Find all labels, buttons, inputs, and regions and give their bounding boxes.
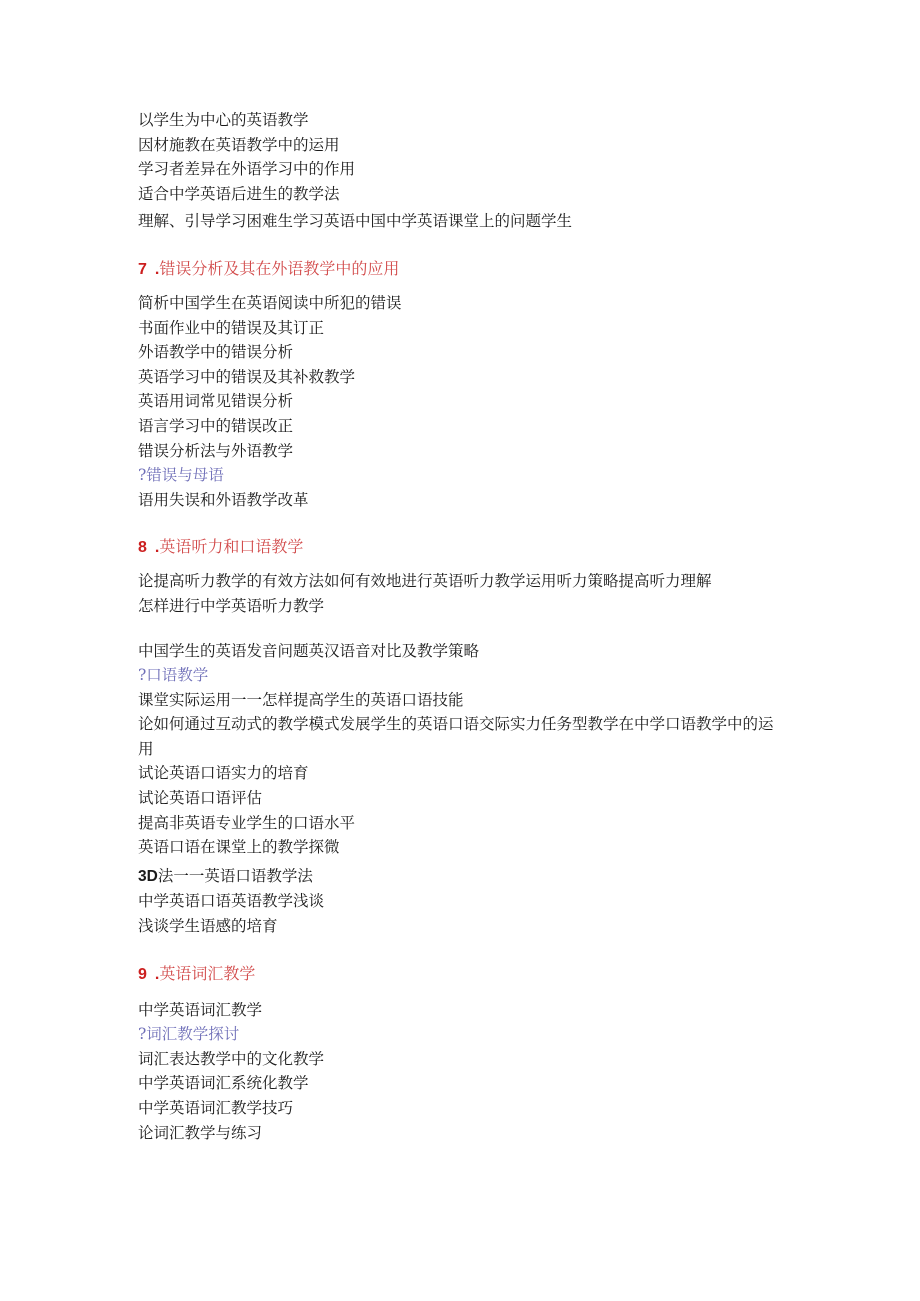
list-item: 适合中学英语后进生的教学法 — [138, 184, 340, 203]
list-item: 简析中国学生在英语阅读中所犯的错误 — [138, 293, 402, 312]
list-item: ?词汇教学探讨 — [138, 1025, 240, 1044]
section-number: 8 — [138, 539, 147, 557]
list-item: 语用失误和外语教学改革 — [138, 490, 309, 509]
list-item — [138, 864, 818, 890]
list-item: 中学英语词汇教学技巧 — [138, 1099, 294, 1117]
list-item: 语言学习中的错误改正 — [138, 416, 294, 435]
section-dot: . — [154, 965, 160, 983]
list-item: 英语用词常见错误分析 — [138, 392, 294, 411]
list-item: 书面作业中的错误及其订正 — [138, 318, 325, 337]
section-dot: . — [154, 260, 160, 278]
section-6-list — [138, 108, 818, 234]
list-item: 试论英语口语实力的培育 — [138, 764, 309, 783]
document-page — [138, 108, 818, 1145]
section-number: 7 — [138, 260, 147, 278]
list-item: 中国学生的英语发音问题英汉语音对比及教学策略 — [138, 641, 480, 660]
section-7-list — [138, 291, 818, 512]
list-item: 中学英语词汇系统化教学 — [138, 1074, 309, 1093]
list-item: 怎样进行中学英语听力教学 — [138, 596, 325, 615]
list-item: 中学英语口语英语教学浅谈 — [138, 892, 325, 911]
item-text: 法一一英语口语教学法 — [157, 866, 313, 885]
list-item: 试论英语口语评估 — [138, 789, 263, 808]
list-item: 浅谈学生语感的培育 — [138, 917, 278, 936]
list-item: 理解、引导学习困难生学习英语中国中学英语课堂上的问题学生 — [138, 212, 573, 231]
section-9-heading — [138, 961, 818, 988]
section-number: 9 — [138, 965, 147, 983]
list-item: 论如何通过互动式的教学模式发展学生的英语口语交际实力任务型教学在中学口语教学中的运用 — [138, 715, 774, 758]
section-title: 错误分析及其在外语教学中的应用 — [159, 258, 400, 278]
list-item: 学习者差异在外语学习中的作用 — [138, 160, 356, 179]
list-item: 英语口语在课堂上的教学探微 — [138, 838, 340, 857]
item-prefix: 3D — [138, 867, 158, 885]
list-item: 提高非英语专业学生的口语水平 — [138, 813, 356, 832]
section-9-list — [138, 998, 818, 1146]
list-item: 错误分析法与外语教学 — [138, 441, 294, 460]
list-item: 英语学习中的错误及其补救教学 — [138, 367, 356, 386]
list-item: 外语教学中的错误分析 — [138, 343, 294, 362]
list-item: 词汇表达教学中的文化教学 — [138, 1049, 325, 1068]
list-item: 因材施教在英语教学中的运用 — [138, 135, 340, 154]
list-item: 论词汇教学与练习 — [138, 1123, 263, 1142]
section-title: 英语词汇教学 — [159, 963, 256, 983]
section-title: 英语听力和口语教学 — [159, 537, 304, 557]
list-item: ?错误与母语 — [138, 466, 224, 485]
list-item: 论提高听力教学的有效方法如何有效地进行英语听力教学运用听力策略提高听力理解 — [138, 572, 712, 591]
section-dot: . — [154, 539, 160, 557]
list-item: 以学生为中心的英语教学 — [138, 111, 309, 129]
list-item: 课堂实际运用一一怎样提高学生的英语口语技能 — [138, 690, 464, 709]
section-8-heading — [138, 534, 818, 561]
list-item: 中学英语词汇教学 — [138, 1000, 263, 1019]
list-item: ?口语教学 — [138, 666, 209, 685]
section-8-list — [138, 569, 818, 938]
section-7-heading — [138, 256, 818, 283]
